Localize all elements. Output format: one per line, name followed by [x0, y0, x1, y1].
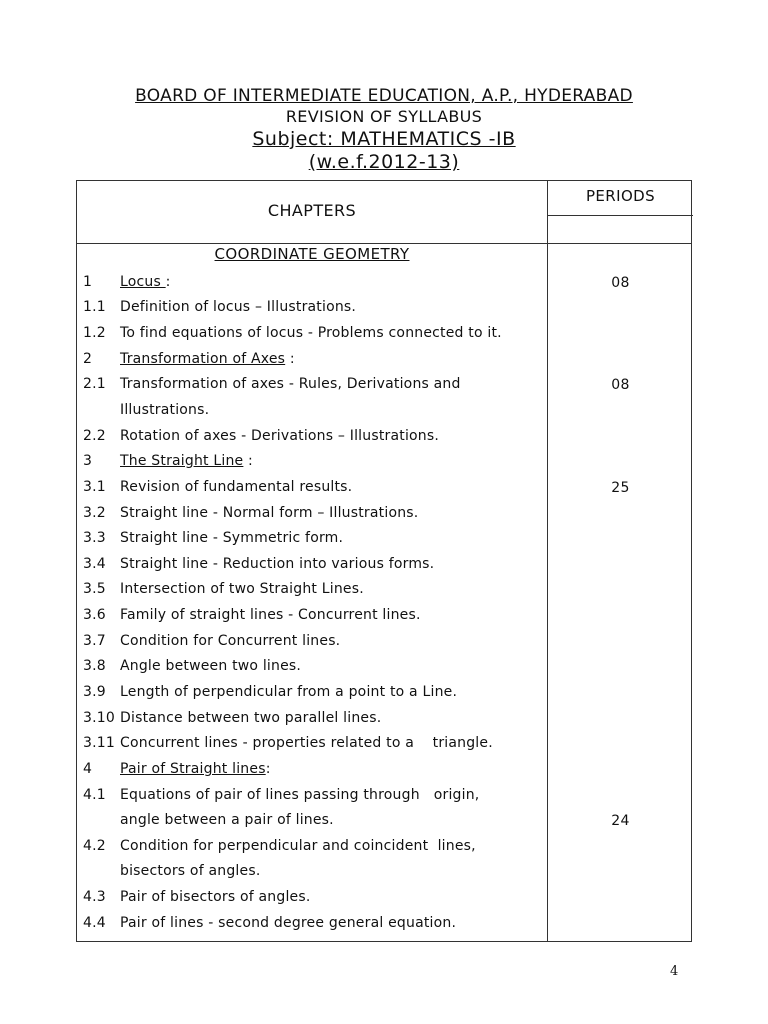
- topic-row: [83, 479, 352, 495]
- topic-text: To find equations of locus - Problems connected to it.: [120, 325, 502, 341]
- topic-row: [83, 556, 434, 572]
- topic-row: [83, 658, 301, 674]
- topic-row: [83, 838, 476, 854]
- row-number: 3.2: [83, 505, 106, 521]
- topic-row: [83, 684, 457, 700]
- row-number: 4.4: [83, 915, 106, 931]
- row-number: 3.4: [83, 556, 106, 572]
- periods-pair-lines: 24: [611, 813, 630, 829]
- chapter-title: Pair of Straight lines: [120, 761, 266, 777]
- row-number: 3.6: [83, 607, 106, 623]
- topic-row: [83, 581, 364, 597]
- row-number: 3.7: [83, 633, 106, 649]
- row-number: 4.3: [83, 889, 106, 905]
- chapters-header: CHAPTERS: [267, 201, 357, 220]
- topic-text: angle between a pair of lines.: [120, 812, 334, 828]
- syllabus-table: [76, 180, 692, 942]
- topic-text: Intersection of two Straight Lines.: [120, 581, 364, 597]
- topic-text: Concurrent lines - properties related to a triangle.: [120, 735, 493, 751]
- section-title: COORDINATE GEOMETRY: [214, 245, 410, 263]
- chapter-row: [83, 453, 253, 469]
- periods-transformation: 08: [611, 377, 630, 393]
- topic-text: Family of straight lines - Concurrent lines.: [120, 607, 421, 623]
- topic-row: [83, 325, 502, 341]
- row-number: 3.9: [83, 684, 106, 700]
- revision-title: REVISION OF SYLLABUS: [285, 107, 483, 126]
- row-number: 3.3: [83, 530, 106, 546]
- topic-text: Pair of bisectors of angles.: [120, 889, 311, 905]
- topic-text: Angle between two lines.: [120, 658, 302, 674]
- topic-text: Transformation of axes - Rules, Derivations and: [120, 376, 461, 392]
- wef-title: (w.e.f.2012-13): [308, 151, 460, 173]
- row-number: 3.10: [83, 710, 115, 726]
- chapter-title: The Straight Line: [120, 453, 244, 469]
- row-number: 3.1: [83, 479, 106, 495]
- topic-row: [83, 633, 340, 649]
- chapter-title: Transformation of Axes: [120, 351, 286, 367]
- topic-text: Illustrations.: [120, 402, 210, 418]
- topic-text: Equations of pair of lines passing through origin,: [120, 787, 480, 803]
- chapter-row: [83, 761, 271, 777]
- topic-row: [83, 710, 381, 726]
- topic-row: [83, 915, 456, 931]
- row-number: 3.5: [83, 581, 106, 597]
- topic-row: [83, 863, 260, 879]
- subject-title: Subject: MATHEMATICS -IB: [252, 128, 516, 150]
- row-number: 1.1: [83, 299, 106, 315]
- topic-row: [83, 530, 343, 546]
- board-title: BOARD OF INTERMEDIATE EDUCATION, A.P., HYDERABAD: [135, 86, 633, 106]
- topic-text: Condition for Concurrent lines.: [120, 633, 341, 649]
- topic-text: bisectors of angles.: [120, 863, 261, 879]
- topic-row: [83, 299, 356, 315]
- row-number: 3.8: [83, 658, 106, 674]
- row-number: 2.2: [83, 428, 106, 444]
- row-number: 4.2: [83, 838, 106, 854]
- topic-row: [83, 505, 418, 521]
- row-number: 1.2: [83, 325, 106, 341]
- row-number: 1: [83, 274, 93, 290]
- chapter-title: Locus: [120, 274, 166, 290]
- topic-text: Distance between two parallel lines.: [120, 710, 382, 726]
- topic-row: [83, 812, 334, 828]
- topic-text: Straight line - Symmetric form.: [120, 530, 344, 546]
- topic-row: [83, 376, 461, 392]
- row-number: 3.11: [83, 735, 115, 751]
- page-number: 4: [670, 964, 679, 979]
- topic-text: Straight line - Reduction into various forms.: [120, 556, 435, 572]
- topic-text: Rotation of axes - Derivations – Illustrations.: [120, 428, 440, 444]
- topic-row: [83, 428, 439, 444]
- periods-straight-line: 25: [611, 480, 630, 496]
- topic-text: Revision of fundamental results.: [120, 479, 353, 495]
- topic-text: Definition of locus – Illustrations.: [120, 299, 357, 315]
- row-number: 2.1: [83, 376, 106, 392]
- row-number: 3: [83, 453, 93, 469]
- topic-row: [83, 402, 209, 418]
- row-number: 2: [83, 351, 93, 367]
- topic-row: [83, 889, 311, 905]
- periods-header: PERIODS: [585, 187, 656, 205]
- topic-text: Pair of lines - second degree general equation.: [120, 915, 457, 931]
- periods-locus: 08: [611, 275, 630, 291]
- chapter-suffix: :: [285, 351, 295, 367]
- topic-row: [83, 787, 479, 803]
- topic-text: Length of perpendicular from a point to a Line.: [120, 684, 458, 700]
- chapter-suffix: :: [165, 274, 171, 290]
- topic-text: Condition for perpendicular and coincident lines,: [120, 838, 476, 854]
- chapter-suffix: :: [243, 453, 253, 469]
- chapter-suffix: :: [265, 761, 271, 777]
- periods-header-divider: [547, 215, 693, 216]
- row-number: 4: [83, 761, 93, 777]
- header-divider: [77, 243, 691, 244]
- topic-row: [83, 735, 493, 751]
- row-number: 4.1: [83, 787, 106, 803]
- topic-row: [83, 607, 421, 623]
- topic-text: Straight line - Normal form – Illustrations.: [120, 505, 419, 521]
- chapter-row: [83, 351, 295, 367]
- chapter-row: [83, 274, 171, 290]
